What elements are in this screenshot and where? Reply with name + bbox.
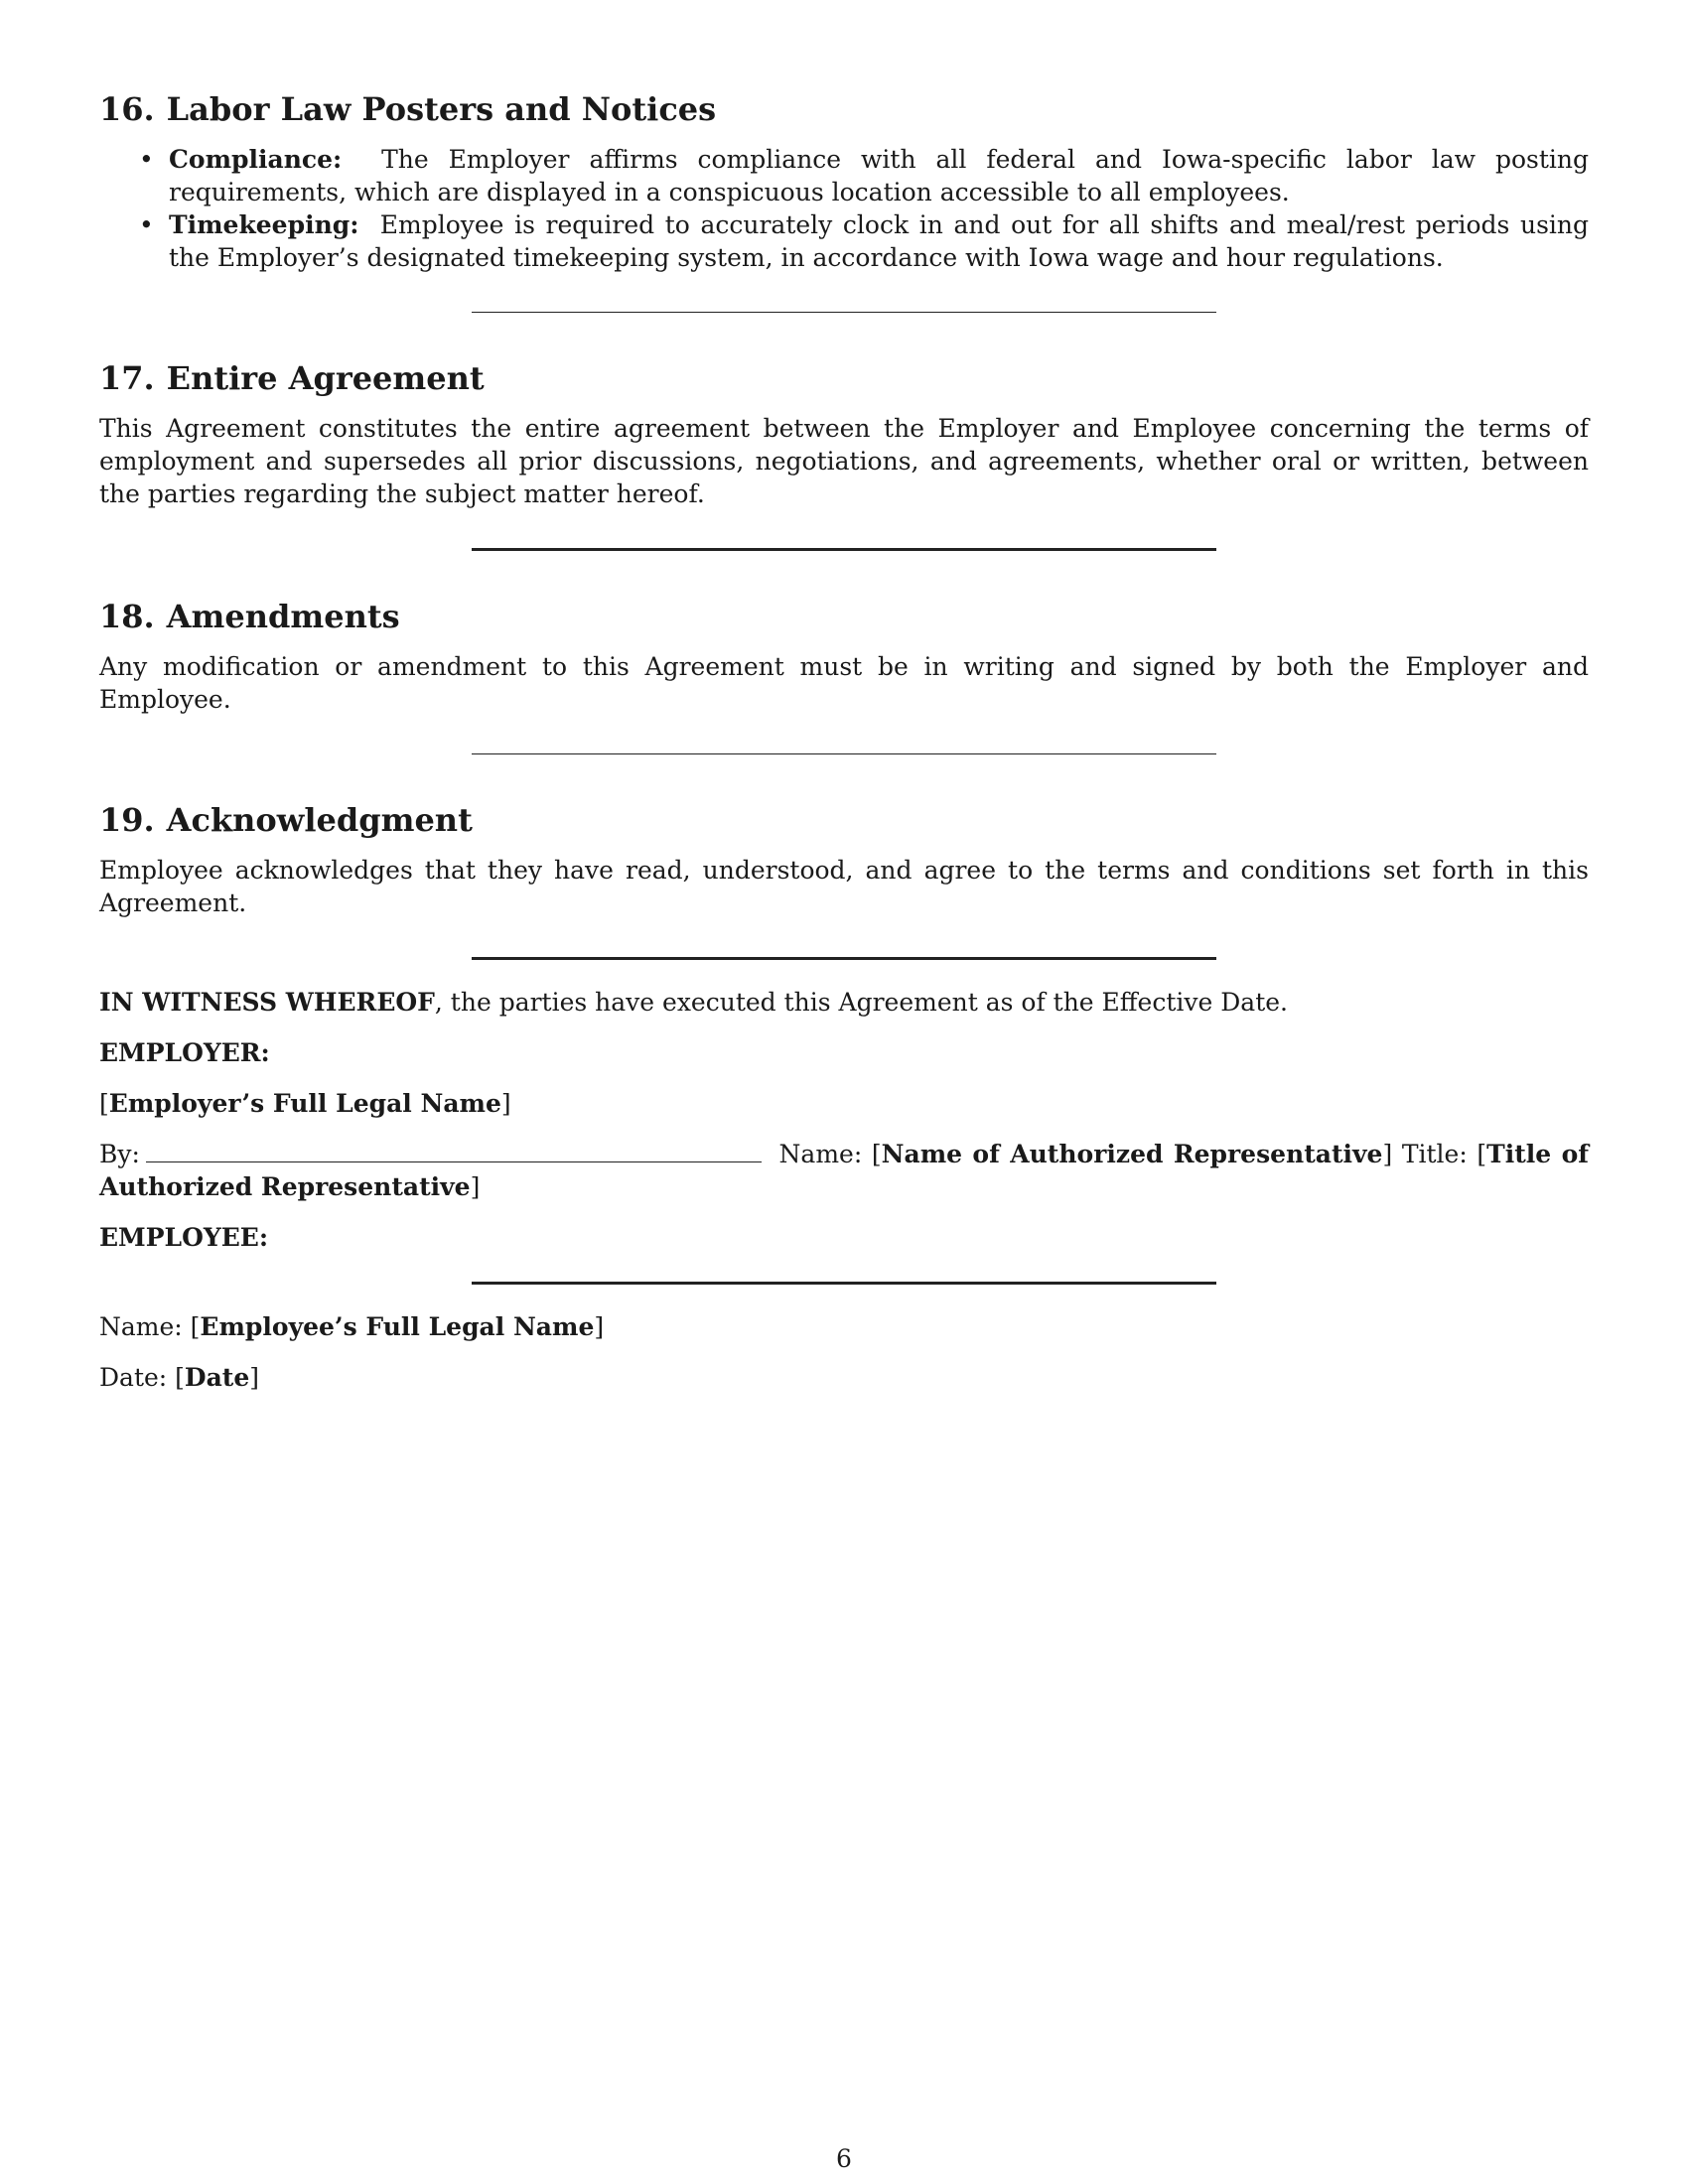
employee-heading: EMPLOYEE:: [99, 1223, 269, 1252]
employer-signature-block: By: Name: [Name of Authorized Representative] Title: [Title of Authorized Representative]: [99, 1140, 1589, 1201]
employee-name: Name: [Employee’s Full Legal Name]: [99, 1312, 605, 1341]
section-17-heading: 17. Entire Agreement: [99, 359, 485, 397]
section-divider: [472, 548, 1216, 551]
section-divider: [472, 312, 1216, 313]
section-19: [99, 800, 1589, 919]
page-number: 6: [836, 2144, 852, 2173]
section-16-heading: 16. Labor Law Posters and Notices: [99, 90, 717, 128]
section-18-text: Any modification or amendment to this Agreement must be in writing and signed by both the Employer and Employee.: [99, 652, 1589, 714]
list-item: • Timekeeping: Employee is required to accurately clock in and out for all shifts and meal/rest periods using the Employer’s designated timekeeping system, in accordance with Iowa wage and hour regulations.: [99, 208, 1589, 274]
section-18-heading: 18. Amendments: [99, 598, 400, 635]
employer-heading: EMPLOYER:: [99, 1038, 270, 1067]
section-16: [99, 89, 1589, 274]
employee-signature-line[interactable]: [472, 1282, 1216, 1285]
section-17: [99, 358, 1589, 510]
section-divider: [472, 753, 1216, 754]
list-item: • Compliance: The Employer affirms compliance with all federal and Iowa-specific labor law posting requirements, which are displayed in a conspicuous location accessible to all employees.: [99, 143, 1589, 208]
section-19-text: Employee acknowledges that they have read, understood, and agree to the terms and conditions set forth in this Agreement.: [99, 856, 1589, 917]
section-19-heading: 19. Acknowledgment: [99, 801, 473, 839]
employee-date: Date: [Date]: [99, 1363, 260, 1392]
section-17-text: This Agreement constitutes the entire agreement between the Employer and Employee concerning the terms of employment and supersedes all prior discussions, negotiations, and agreements, whether oral or written, between the parties regarding the subject matter hereof.: [99, 414, 1589, 508]
employer-name: [Employer’s Full Legal Name]: [99, 1089, 511, 1118]
witness-statement: IN WITNESS WHEREOF, the parties have executed this Agreement as of the Effective Date.: [99, 988, 1289, 1017]
section-divider: [472, 957, 1216, 960]
section-16-list: [99, 143, 1589, 274]
document-page: [99, 89, 1589, 1412]
section-18: [99, 597, 1589, 716]
employer-signature-line[interactable]: [146, 1138, 762, 1162]
